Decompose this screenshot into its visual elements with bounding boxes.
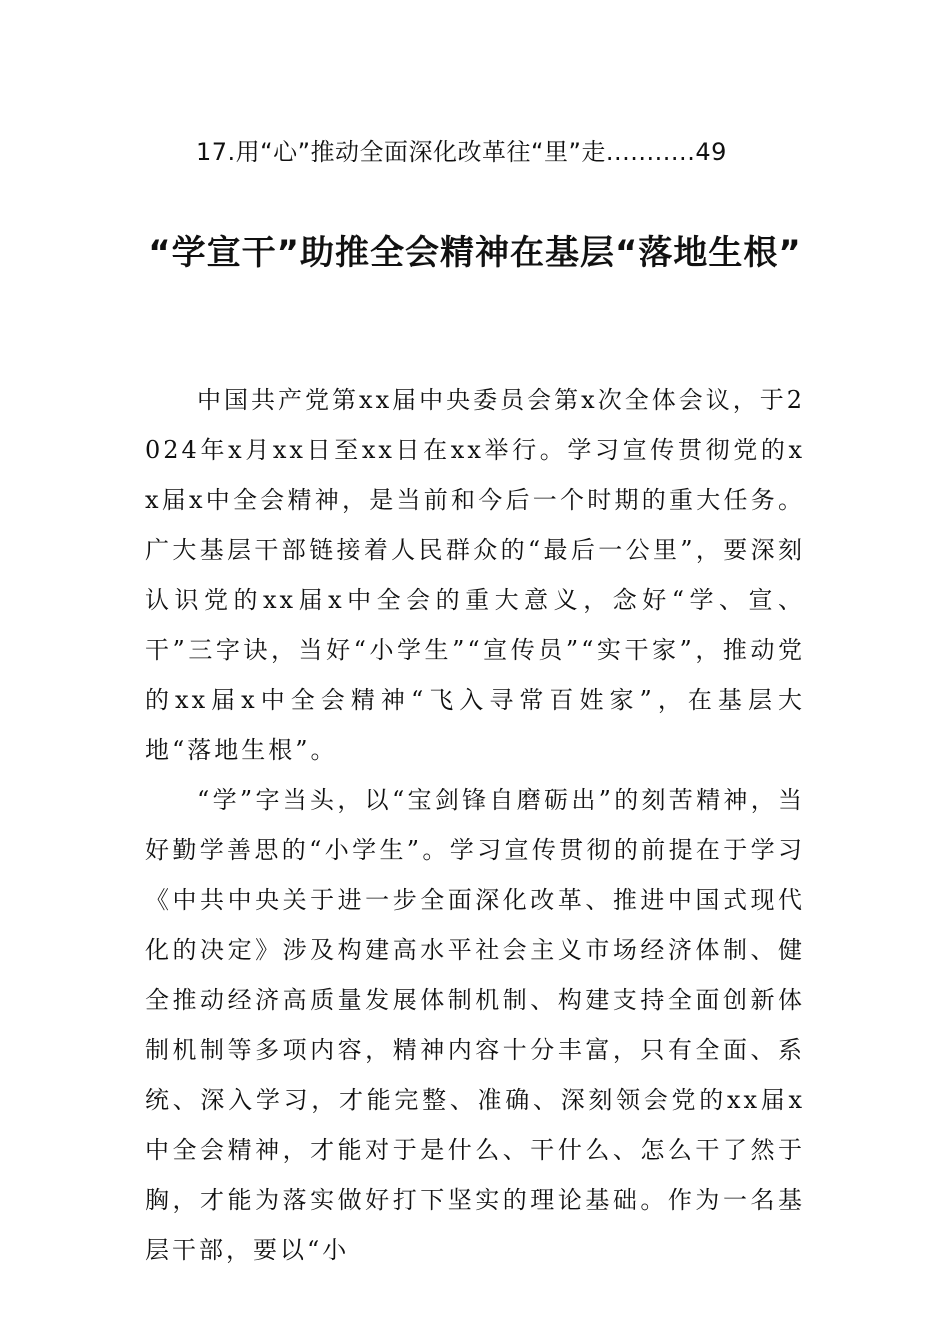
article-title: “学宣干”助推全会精神在基层“落地生根” — [148, 233, 802, 273]
paragraph: 中国共产党第xx届中央委员会第x次全体会议，于2024年x月xx日至xx日在xx举行。学习宣传贯彻党的xx届x中全会精神，是当前和今后一个时期的重大任务。广大基层干部链接着人民群众的“最后一公里”，要深刻认识党的xx届x中全会的重大意义，念好“学、宣、干”三字诀，当好“小学生”“宣传员”“实干家”，推动党的xx届x中全会精神“飞入寻常百姓家”，在基层大地“落地生根”。 — [145, 386, 805, 764]
paragraph: “学”字当头，以“宝剑锋自磨砺出”的刻苦精神，当好勤学善思的“小学生”。学习宣传贯彻的前提在于学习《中共中央关于进一步全面深化改革、推进中国式现代化的决定》涉及构建高水平社会主义市场经济体制、健全推动经济高质量发展体制机制、构建支持全面创新体制机制等多项内容，精神内容十分丰富，只有全面、系统、深入学习，才能完整、准确、深刻领会党的xx届x中全会精神，才能对于是什么、干什么、怎么干了然于胸，才能为落实做好打下坚实的理论基础。作为一名基层干部，要以“小 — [145, 786, 805, 1264]
article-body — [145, 375, 805, 1275]
toc-entry: 17.用“心”推动全面深化改革往“里”走...........49 — [196, 138, 727, 166]
